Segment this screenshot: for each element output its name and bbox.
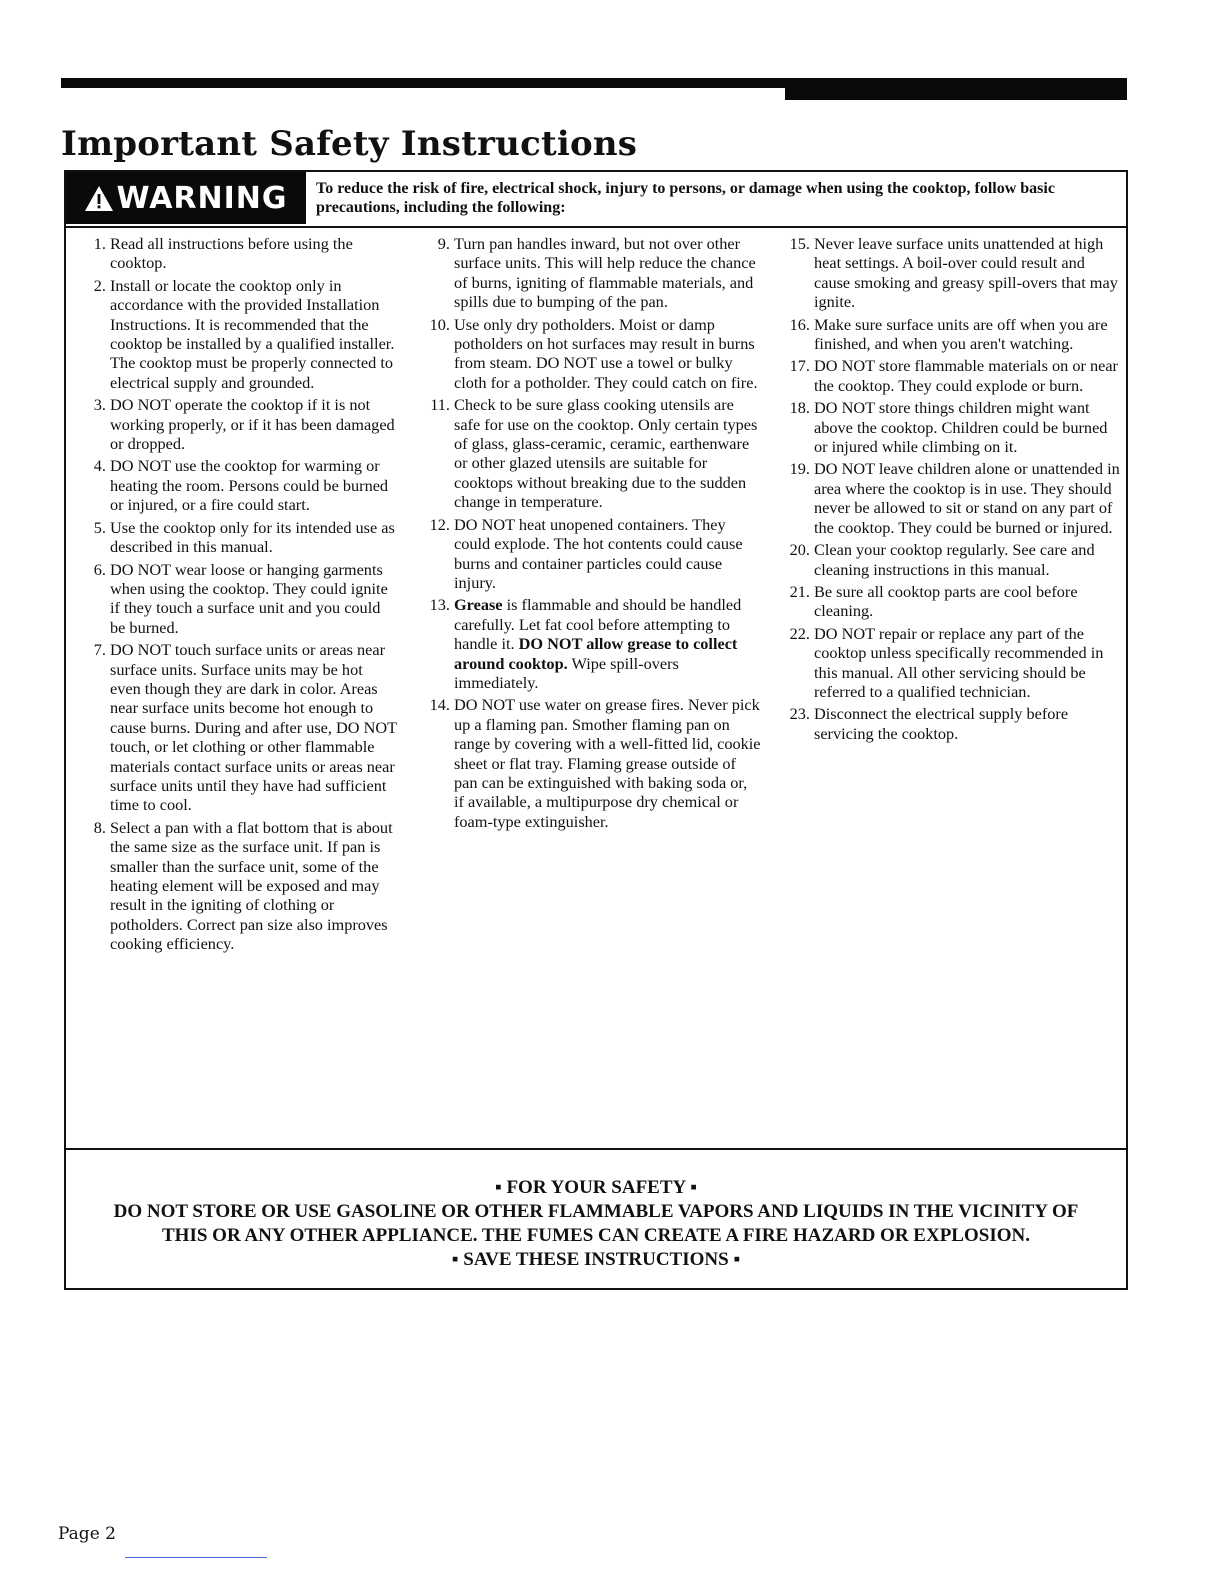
page-title: Important Safety Instructions <box>61 124 638 164</box>
safety-heading: ▪ FOR YOUR SAFETY ▪ <box>494 1177 698 1198</box>
footer-rule <box>125 1557 267 1558</box>
list-item: 13. Grease is flammable and should be handled carefully. Let fat cool before attempting to handle it. DO NOT allow grease to collect around cooktop. Wipe spill-overs immediately. <box>429 595 742 692</box>
save-instructions-note: ▪ SAVE THESE INSTRUCTIONS ▪ <box>451 1249 741 1270</box>
list-item: 21. Be sure all cooktop parts are cool before cleaning. <box>789 581 1078 621</box>
list-item: 14. DO NOT use water on grease fires. Never pick up a flaming pan. Smother flaming pan on range by covering with a well-fitted lid, cookie sheet or flat tray. Flaming grease outside of pan can be extinguished with baking soda or, if available, a multipurpose dry chemical or foam-type extinguisher. <box>429 695 761 831</box>
safety-frame <box>64 170 1128 1290</box>
list-item: 19. DO NOT leave children alone or unattended in area where the cooktop is in use. They should never be allowed to sit or stand on any part of the cooktop. They could be burned or injured. <box>789 459 1120 537</box>
warning-header <box>66 172 1126 228</box>
list-item: 22. DO NOT repair or replace any part of the cooktop unless specifically recommended in this manual. All other servicing should be referred to a qualified technician. <box>789 623 1104 701</box>
list-item: 3. DO NOT operate the cooktop if it is not working properly, or if it has been damaged or dropped. <box>93 395 395 454</box>
warning-label: WARNING <box>116 180 288 216</box>
instructions-column-1 <box>77 234 397 957</box>
list-item: 4. DO NOT use the cooktop for warming or heating the room. Persons could be burned or injured, or a fire could start. <box>93 456 389 515</box>
instructions-column-3 <box>781 234 1121 746</box>
list-item: 17. DO NOT store flammable materials on or near the cooktop. They could explode or burn. <box>789 356 1118 395</box>
warning-badge <box>66 172 306 224</box>
warning-text: To reduce the risk of fire, electrical shock, injury to persons, or damage when using the cooktop, follow basic precautions, including the following: <box>316 180 1055 216</box>
top-rule-tab <box>785 78 1127 100</box>
list-item: 2. Install or locate the cooktop only in accordance with the provided Installation Instructions. It is recommended that the cooktop be installed by a qualified installer. The cooktop must be properly connected to electrical supply and grounded. <box>93 275 395 392</box>
list-item: 10. Use only dry potholders. Moist or damp potholders on hot surfaces may result in burns from steam. DO NOT use a towel or bulky cloth for a potholder. They could catch on fire. <box>429 314 758 392</box>
instructions-column-2 <box>421 234 761 834</box>
page-number: Page 2 <box>58 1524 116 1544</box>
list-item: 11. Check to be sure glass cooking utensils are safe for use on the cooktop. Only certain types of glass, glass-ceramic, ceramic, earthenware or other glazed utensils are suitable for cooktops without breaking due to the sudden change in temperature. <box>430 395 758 512</box>
list-item: 18. DO NOT store things children might want above the cooktop. Children could be burned or injured while climbing on it. <box>789 398 1108 457</box>
list-item: 20. Clean your cooktop regularly. See care and cleaning instructions in this manual. <box>789 540 1095 579</box>
list-item: 16. Make sure surface units are off when you are finished, and when you aren't watching. <box>789 314 1108 354</box>
list-item: 5. Use the cooktop only for its intended use as described in this manual. <box>93 517 395 557</box>
list-item: 12. DO NOT heat unopened containers. They could explode. The hot contents could cause burns and container particles could cause injury. <box>429 514 743 592</box>
safety-warning-line-1: DO NOT STORE OR USE GASOLINE OR OTHER FLAMMABLE VAPORS AND LIQUIDS IN THE VICINITY OF <box>113 1201 1079 1222</box>
safety-warning-line-2: THIS OR ANY OTHER APPLIANCE. THE FUMES CAN CREATE A FIRE HAZARD OR EXPLOSION. <box>162 1225 1030 1246</box>
list-item: 1. Read all instructions before using the cooktop. <box>93 234 353 273</box>
list-item: 15. Never leave surface units unattended at high heat settings. A boil-over could result and cause smoking and greasy spill-overs that may ignite. <box>789 234 1118 312</box>
list-item: 23. Disconnect the electrical supply before servicing the cooktop. <box>789 704 1069 743</box>
list-item: 9. Turn pan handles inward, but not over other surface units. This will help reduce the chance of burns, igniting of flammable materials, and spills due to bumping of the pan. <box>437 234 756 312</box>
list-item: 8. Select a pan with a flat bottom that is about the same size as the surface unit. If pan is smaller than the surface unit, some of the heating element will be exposed and may result in the igniting of clothing or potholders. Correct pan size also improves cooking efficiency. <box>93 817 393 954</box>
warning-triangle-icon <box>84 185 114 212</box>
list-item: 7. DO NOT touch surface units or areas near surface units. Surface units may be hot even though they are dark in color. Areas near surface units become hot enough to cause burns. During and after use, DO NOT touch, or let clothing or other flammable materials contact surface units or areas near surface units until they have had sufficient time to cool. <box>93 640 397 815</box>
list-item: 6. DO NOT wear loose or hanging garments when using the cooktop. They could ignite if they touch a surface unit and you could be burned. <box>93 559 388 637</box>
safety-notice <box>66 1148 1126 1290</box>
